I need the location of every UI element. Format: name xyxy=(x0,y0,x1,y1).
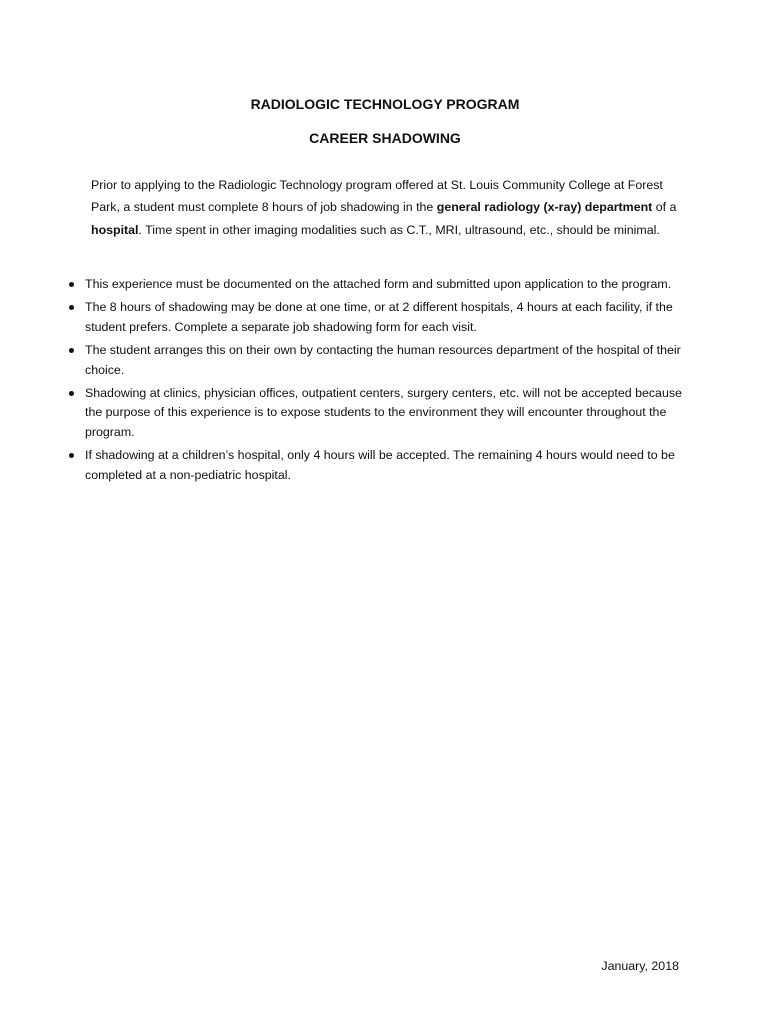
list-item xyxy=(64,275,694,294)
list-item-text: Shadowing at clinics, physician offices, outpatient centers, surgery centers, etc. will not be accepted because the purpose of this experience is to expose students to the environment they will encounter throughout the program. xyxy=(85,386,682,439)
list-item-text: The 8 hours of shadowing may be done at one time, or at 2 different hospitals, 4 hours at each facility, if the student prefers. Complete a separate job shadowing form for each visit. xyxy=(85,300,673,334)
document-subtitle: CAREER SHADOWING xyxy=(309,130,461,146)
bullet-icon xyxy=(69,348,74,353)
bullet-icon xyxy=(69,453,74,458)
intro-text-1: Prior to applying to the Radiologic Technology program offered at St. Louis Community College at Forest Park, a student must complete 8 hours of job shadowing in the xyxy=(91,178,663,215)
intro-text-3: . Time spent in other imaging modalities such as C.T., MRI, ultrasound, etc., should be minimal. xyxy=(138,222,660,237)
intro-paragraph xyxy=(91,174,681,241)
list-item-text: The student arranges this on their own by contacting the human resources department of the hospital of their choice. xyxy=(85,343,681,377)
document-date: January, 2018 xyxy=(601,959,679,973)
list-item xyxy=(64,341,694,380)
bullet-icon xyxy=(69,305,74,310)
list-item-text: This experience must be documented on the attached form and submitted upon application to the program. xyxy=(85,277,672,291)
document-title: RADIOLOGIC TECHNOLOGY PROGRAM xyxy=(250,96,520,112)
list-item xyxy=(64,298,694,337)
requirements-list xyxy=(64,275,694,489)
intro-bold-hospital: hospital xyxy=(91,222,139,237)
list-item xyxy=(64,446,694,485)
intro-bold-department: general radiology (x-ray) department xyxy=(436,200,653,215)
intro-text-2: of a xyxy=(652,200,677,215)
bullet-icon xyxy=(69,391,74,396)
bullet-icon xyxy=(69,282,74,287)
list-item-text: If shadowing at a children’s hospital, only 4 hours will be accepted. The remaining 4 hours would need to be completed at a non-pediatric hospital. xyxy=(85,448,675,482)
list-item xyxy=(64,384,694,442)
